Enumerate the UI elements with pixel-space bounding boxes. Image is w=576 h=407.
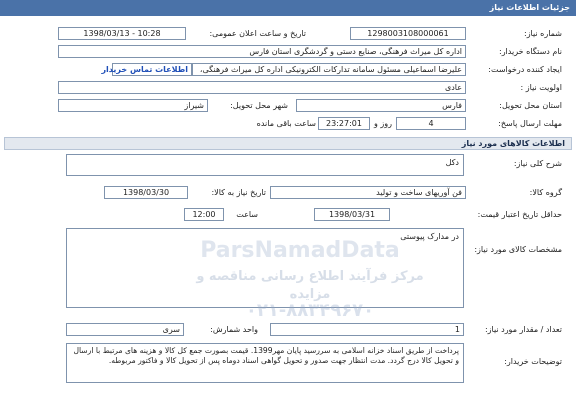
time-field: 12:00	[184, 208, 224, 221]
deadline-days-field: 4	[396, 117, 466, 130]
watermark-phone: ۰۲۱-۸۸۳۴۹۶۷۰	[245, 300, 375, 321]
group-label: گروه کالا:	[529, 188, 562, 197]
priority-label: اولویت نیاز :	[520, 83, 562, 92]
deadline-label: مهلت ارسال پاسخ:	[498, 119, 562, 128]
days-word: روز و	[374, 119, 392, 128]
announce-field: 1398/03/13 - 10:28	[58, 27, 186, 40]
creator-label: ایجاد کننده درخواست:	[488, 65, 562, 74]
city-label: شهر محل تحویل:	[230, 101, 288, 110]
unit-field: سری	[66, 323, 184, 336]
watermark-brand: ParsNamadData	[200, 238, 400, 263]
qty-field: 1	[270, 323, 464, 336]
need-date-field: 1398/03/30	[104, 186, 188, 199]
priority-field: عادی	[58, 81, 466, 94]
specs-label: مشخصات کالای مورد نیاز:	[474, 245, 562, 254]
need-number-label: شماره نیاز:	[524, 29, 562, 38]
buyer-label: نام دستگاه خریدار:	[499, 47, 562, 56]
buyer-field: اداره کل میراث فرهنگی، صنایع دستی و گردشگری استان فارس	[58, 45, 466, 58]
remaining-label: ساعت باقی مانده	[256, 119, 316, 128]
specs-field: در مدارک پیوستی	[66, 228, 464, 308]
min-price-label: حداقل تاریخ اعتبار قیمت:	[477, 210, 562, 219]
summary-label: شرح کلی نیاز:	[513, 159, 562, 168]
province-field: فارس	[296, 99, 466, 112]
notes-field: پرداخت از طریق اسناد خزانه اسلامی به سررسید پایان مهر1399. قیمت بصورت جمع کل کالا و هزینه های مرتبط با ارسال و تحویل کالا درج گردد. مدت انتظار جهت صدور و تحویل گواهی اسناد دوماه پس از تحویل کالا و فاکتور مربوطه.	[66, 343, 464, 383]
announce-label: تاریخ و ساعت اعلان عمومی:	[209, 29, 306, 38]
need-date-label: تاریخ نیاز به کالا:	[211, 188, 266, 197]
summary-field: دکل	[66, 154, 464, 176]
time-label: ساعت	[236, 210, 258, 219]
city-field: شیراز	[58, 99, 208, 112]
page-title: جزئیات اطلاعات نیاز	[0, 0, 576, 16]
qty-label: تعداد / مقدار مورد نیاز:	[484, 325, 562, 334]
need-number-field: 1298003108000061	[350, 27, 466, 40]
watermark-text: مرکز فرآیند اطلاع رسانی مناقصه و مزایده	[196, 269, 424, 302]
min-price-date-field: 1398/03/31	[314, 208, 390, 221]
deadline-time-field: 23:27:01	[318, 117, 370, 130]
notes-label: توضیحات خریدار:	[504, 357, 562, 366]
unit-label: واحد شمارش:	[210, 325, 258, 334]
creator-field: علیرضا اسماعیلی مسئول سامانه تدارکات الکترونیکی اداره کل میراث فرهنگی،	[192, 63, 466, 76]
goods-section-header: اطلاعات کالاهای مورد نیاز	[4, 137, 572, 150]
province-label: استان محل تحویل:	[499, 101, 562, 110]
group-field: فن آوریهای ساخت و تولید	[270, 186, 466, 199]
contact-buyer-link[interactable]: اطلاعات تماس خریدار	[112, 63, 192, 76]
